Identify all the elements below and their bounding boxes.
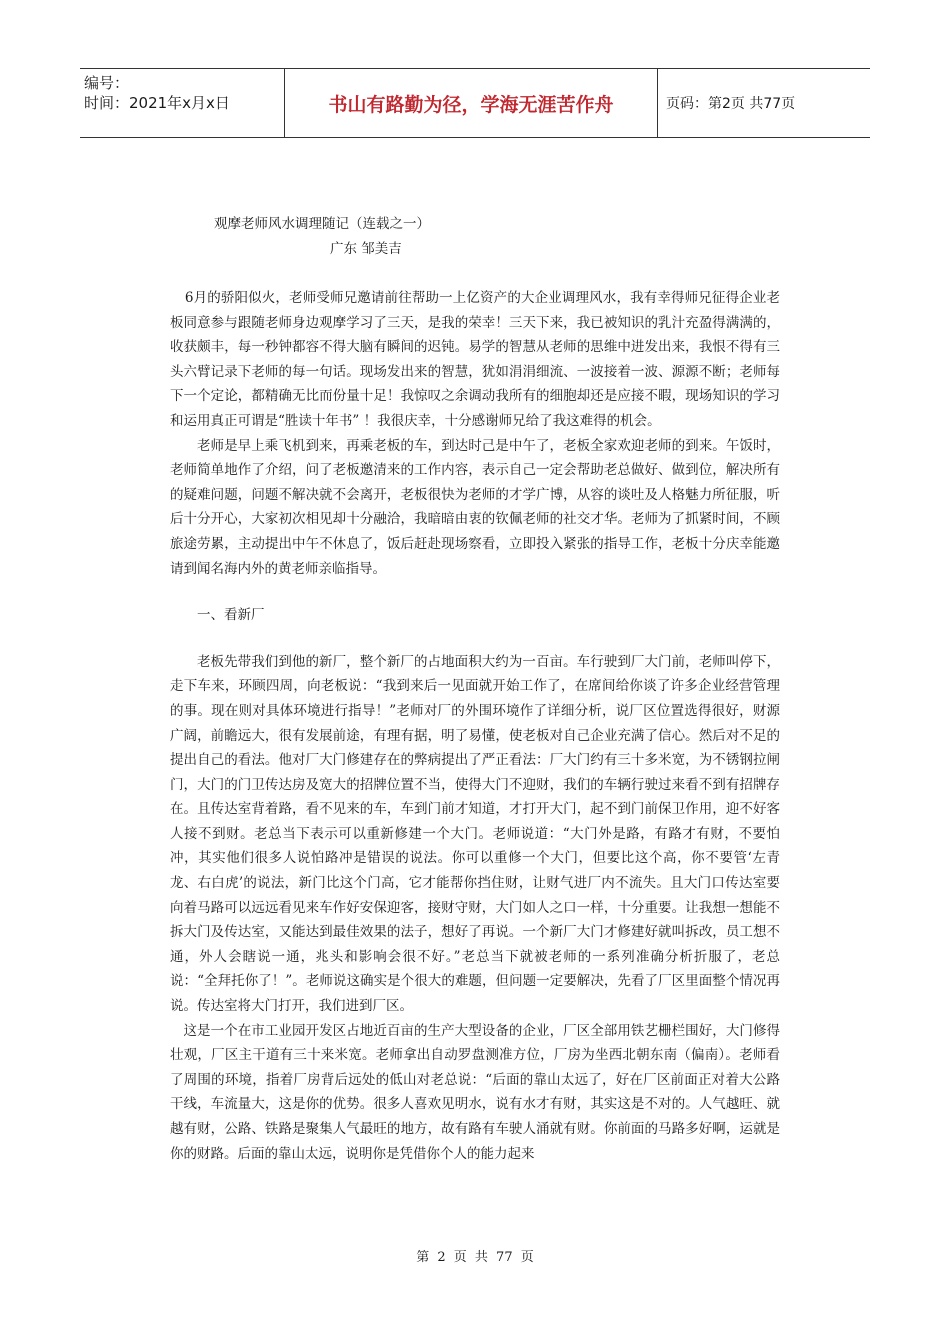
paragraph: 6月的骄阳似火，老师受师兄邀请前往帮助一上亿资产的大企业调理风水，我有幸得师兄征得企业老板同意参与跟随老师身边观摩学习了三天，是我的荣幸！三天下来，我已被知识的乳汁充盈得满满的，收获颇丰，每一秒钟都容不得大脑有瞬间的迟钝。易学的智慧从老师的思维中进发出来，我恨不得有三头六臂记录下老师的每一句话。现场发出来的智慧，犹如涓涓细流、一波接着一波、源源不断；老师每下一个定论，都精确无比而份量十足！我惊叹之余调动我所有的细胞却还是应接不暇，现场知识的学习和运用真正可谓是“胜读十年书” ！我很庆幸，十分感谢师兄给了我这难得的机会。 [170,290,780,429]
page-footer: 第 2 页 共 77 页 [416,1250,534,1265]
paragraph: 老师是早上乘飞机到来，再乘老板的车，到达时己是中午了，老板全家欢迎老师的到来。午饭时，老师简单地作了介绍，问了老板邀清来的工作内容，表示自己一定会帮助老总做好、做到位，解决所有的疑难问题，问题不解决就不会离开，老板很快为老师的才学广博，从容的谈吐及人格魅力所征服，听后十分开心，大家初次相见却十分融洽，我暗暗由衷的钦佩老师的社交才华。老师为了抓紧时间，不顾旅途劳累，主动提出中午不休息了，饭后赶赴现场察看，立即投入紧张的指导工作，老板十分庆幸能邀请到闻名海内外的黄老师亲临指导。 [170,437,780,577]
time-label: 时间：2021年x月x日 [84,94,230,112]
paragraph: 老板先带我们到他的新厂，整个新厂的占地面积大约为一百亩。车行驶到厂大门前，老师叫停下，走下车来，环顾四周，向老板说：“我到来后一见面就开始工作了，在席间给你谈了许多企业经营管理的事。现在则对具体环境进行指导！”老师对厂的外围环境作了详细分析，说厂区位置选得很好，财源广阔，前瞻远大，很有发展前途，有理有据，明了易懂，使老板对自己企业充满了信心。然后对不足的提出自己的看法。他对厂大门修建存在的弊病提出了严正看法：厂大门约有三十多米宽，为不锈钢拉闸门，大门的门卫传达房及宽大的招牌位置不当，使得大门不迎财，我们的车辆行驶过来看不到有招牌存在。且传达室背着路，看不见来的车，车到门前才知道，才打开大门，起不到门前保卫作用，迎不好客人接不到财。老总当下表示可以重新修建一个大门。老师说道：“大门外是路，有路才有财，不要怕冲，其实他们很多人说怕路冲是错误的说法。你可以重修一个大门，但要比这个高，你不要管‘左青龙、右白虎’的说法，新门比这个门高，它才能帮你挡住财，让财气进厂内不流失。且大门口传达室要向着马路可以远远看见来车作好安保迎客，接财守财，大门如人之口一样，十分重要。让我想一想能不拆大门及传达室，又能达到最佳效果的法子，想好了再说。一个新厂大门才修建好就叫拆改，员工想不通，外人会瞎说一通，兆头和影响会很不好。”老总当下就被老师的一系列准确分析折服了，老总说：“全拜托你了！”。老师说这确实是个很大的难题，但问题一定要解决，先看了厂区里面整个情况再说。传达室将大门打开，我们进到厂区。 [170,653,780,1015]
header-meta [80,69,284,137]
article-author: 广东 邹美吉 [330,241,402,257]
page-header [80,68,870,138]
header-motto: 书山有路勤为径，学海无涯苦作舟 [284,69,658,137]
article-body [170,286,780,1166]
paragraph: 这是一个在市工业园开发区占地近百亩的生产大型设备的企业，厂区全部用铁艺栅栏围好，大门修得壮观，厂区主干道有三十来米宽。老师拿出自动罗盘测准方位，厂房为坐西北朝东南（偏南）。老师看了周围的环境，指着厂房背后远处的低山对老总说：“后面的靠山太远了，好在厂区前面正对着大公路干线，车流量大，这是你的优势。很多人喜欢见明水，说有水才有财，其实这是不对的。人气越旺、就越有财，公路、铁路是聚集人气最旺的地方，故有路有车驶人涌就有财。你前面的马路多好啊，运就是你的财路。后面的靠山太远，说明你是凭借你个人的能力起来 [170,1022,780,1162]
article-title: 观摩老师风水调理随记（连载之一） [214,216,430,232]
number-label: 编号： [84,74,130,92]
header-page-info: 页码：第2页 共77页 [666,96,796,112]
section-heading: 一、看新厂 [197,607,265,624]
